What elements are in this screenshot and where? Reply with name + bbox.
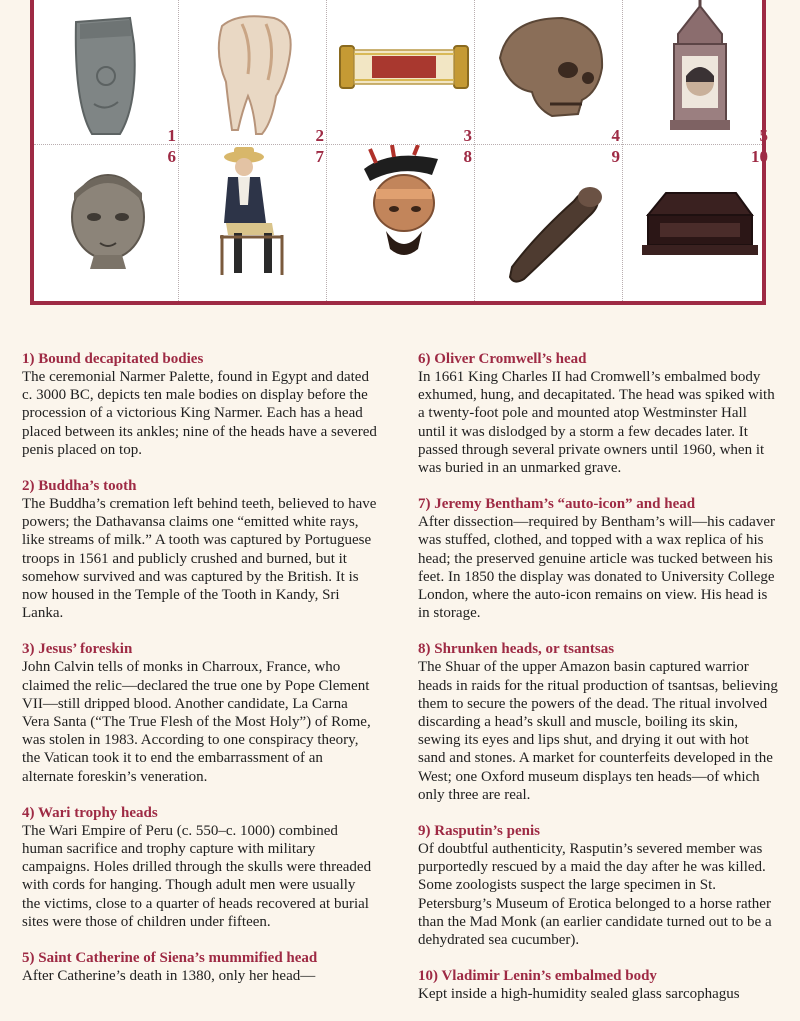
- reliquary-tube-icon: [330, 0, 478, 148]
- palette-icon: [34, 0, 182, 148]
- entry-2: [22, 477, 377, 622]
- grid-cell-6: [34, 145, 182, 309]
- entry-5: [22, 949, 377, 985]
- entry-text: The ceremonial Narmer Palette, found in Egypt and dated c. 3000 BC, depicts ten male bodies on display before the procession of a victorious King Narmer. Each has a head placed between its ankles; nine of the heads have a severed penis placed on top.: [22, 369, 377, 458]
- item-number: 5: [759, 126, 768, 145]
- entry-title: 2) Buddha’s tooth: [22, 478, 137, 495]
- entry-text: In 1661 King Charles II had Cromwell’s embalmed body exhumed, hung, and decapitated. The head was spiked with a twenty-foot pole and mounted atop Westminster Hall until it was dislodged by a storm a few decades later. It passed through several private owners until 1960, when it was buried in an unmarked grave.: [418, 369, 775, 477]
- entry-title: 6) Oliver Cromwell’s head: [418, 351, 587, 367]
- shrunken-head-icon: [330, 145, 478, 309]
- entry-4: [22, 804, 377, 931]
- item-number: 1: [167, 126, 176, 145]
- grid-cell-8: [330, 145, 478, 309]
- left-text-column: [22, 350, 377, 1003]
- entry-text: Of doubtful authenticity, Rasputin’s severed member was purportedly rescued by a maid the day after he was killed. Some zoologists suspect the large specimen in St. Petersburg’s Museum of Erotica belonged to a horse rather than the Mad Monk (an earlier candidate turned out to be a dehydrated sea cucumber).: [418, 841, 772, 949]
- entry-text: The Wari Empire of Peru (c. 550–c. 1000) combined human sacrifice and trophy capture with military campaigns. Holes drilled through the skulls were threaded with cords for hanging. Though adult men were usually the victims, close to a quarter of heads recovered at burial sites were those of children under fifteen.: [22, 822, 372, 930]
- entry-title: 4) Wari trophy heads: [22, 804, 158, 821]
- entry-1: [22, 350, 377, 459]
- shrine-head-icon: [626, 0, 774, 148]
- entry-3: [22, 640, 377, 785]
- entry-10: [418, 967, 778, 1003]
- entry-title: 7) Jeremy Bentham’s “auto-icon” and head: [418, 496, 696, 513]
- grid-cell-1: [34, 0, 182, 148]
- grid-cell-2: [182, 0, 330, 148]
- relics-image-grid: [30, 0, 766, 305]
- grid-cell-9: [478, 145, 626, 309]
- severed-member-icon: [478, 145, 626, 309]
- item-number: 2: [315, 126, 324, 145]
- grid-cell-3: [330, 0, 478, 148]
- entry-title: 1) Bound decapitated bodies: [22, 351, 204, 367]
- item-number: 10: [751, 147, 768, 166]
- grid-cell-10: [626, 145, 774, 309]
- entry-text: John Calvin tells of monks in Charroux, France, who claimed the relic—declared the true one by Pope Clement VII—still dripped blood. Another candidate, La Carna Vera Santa (“The True Flesh of the Most Holy”) of Rome, was stolen in 1983. According to one conspiracy theory, the Vatican took it to end the embarrassment of an alternate foreskin’s veneration.: [22, 659, 371, 785]
- embalmed-head-icon: [34, 145, 182, 309]
- entry-7: [418, 495, 778, 622]
- entry-text: Kept inside a high-humidity sealed glass sarcophagus: [418, 986, 740, 1003]
- entry-9: [418, 822, 778, 949]
- item-number: 8: [463, 147, 472, 166]
- item-number: 3: [463, 126, 472, 145]
- entry-text: The Shuar of the upper Amazon basin captured warrior heads in raids for the ritual production of tsantsas, believing them to secure the powers of the dead. The ritual involved discarding a head’s skull and muscle, boiling its skin, sewing its eyes and lips shut, and drying it out with hot sand and stones. A market for counterfeits developed in the West; one Oxford museum displays ten heads—of which only three are real.: [418, 659, 778, 803]
- skull-icon: [478, 0, 626, 148]
- item-number: 9: [611, 147, 620, 166]
- entry-8: [418, 640, 778, 804]
- item-number: 4: [611, 126, 620, 145]
- sarcophagus-icon: [626, 145, 774, 309]
- item-number: 7: [315, 147, 324, 166]
- grid-cell-7: [182, 145, 330, 309]
- entry-title: 3) Jesus’ foreskin: [22, 641, 133, 658]
- entry-title: 5) Saint Catherine of Siena’s mummified head: [22, 950, 318, 967]
- tooth-icon: [182, 0, 330, 148]
- entry-text: After Catherine’s death in 1380, only her head—: [22, 968, 316, 985]
- right-text-column: [418, 350, 778, 1021]
- entry-title: 10) Vladimir Lenin’s embalmed body: [418, 968, 657, 985]
- entry-text: After dissection—required by Bentham’s will—his cadaver was stuffed, clothed, and topped with a wax replica of his head; the preserved genuine article was tucked between his feet. In 1850 the display was donated to University College London, where the auto-icon remains on view. His head is in storage.: [418, 514, 775, 622]
- seated-figure-icon: [182, 145, 330, 309]
- entry-title: 9) Rasputin’s penis: [418, 823, 540, 840]
- entry-text: The Buddha’s cremation left behind teeth, believed to have powers; the Dathavansa claims one “emitted white rays, like streams of milk.” A tooth was captured by Portuguese troops in 1561 and publicly crushed and burned, but it somehow survived and was captured by the British. It is now housed in the Temple of the Tooth in Kandy, Sri Lanka.: [22, 496, 377, 622]
- grid-cell-5: [626, 0, 774, 148]
- entry-title: 8) Shrunken heads, or tsantsas: [418, 641, 615, 658]
- entry-6: [418, 350, 778, 477]
- item-number: 6: [167, 147, 176, 166]
- grid-cell-4: [478, 0, 626, 148]
